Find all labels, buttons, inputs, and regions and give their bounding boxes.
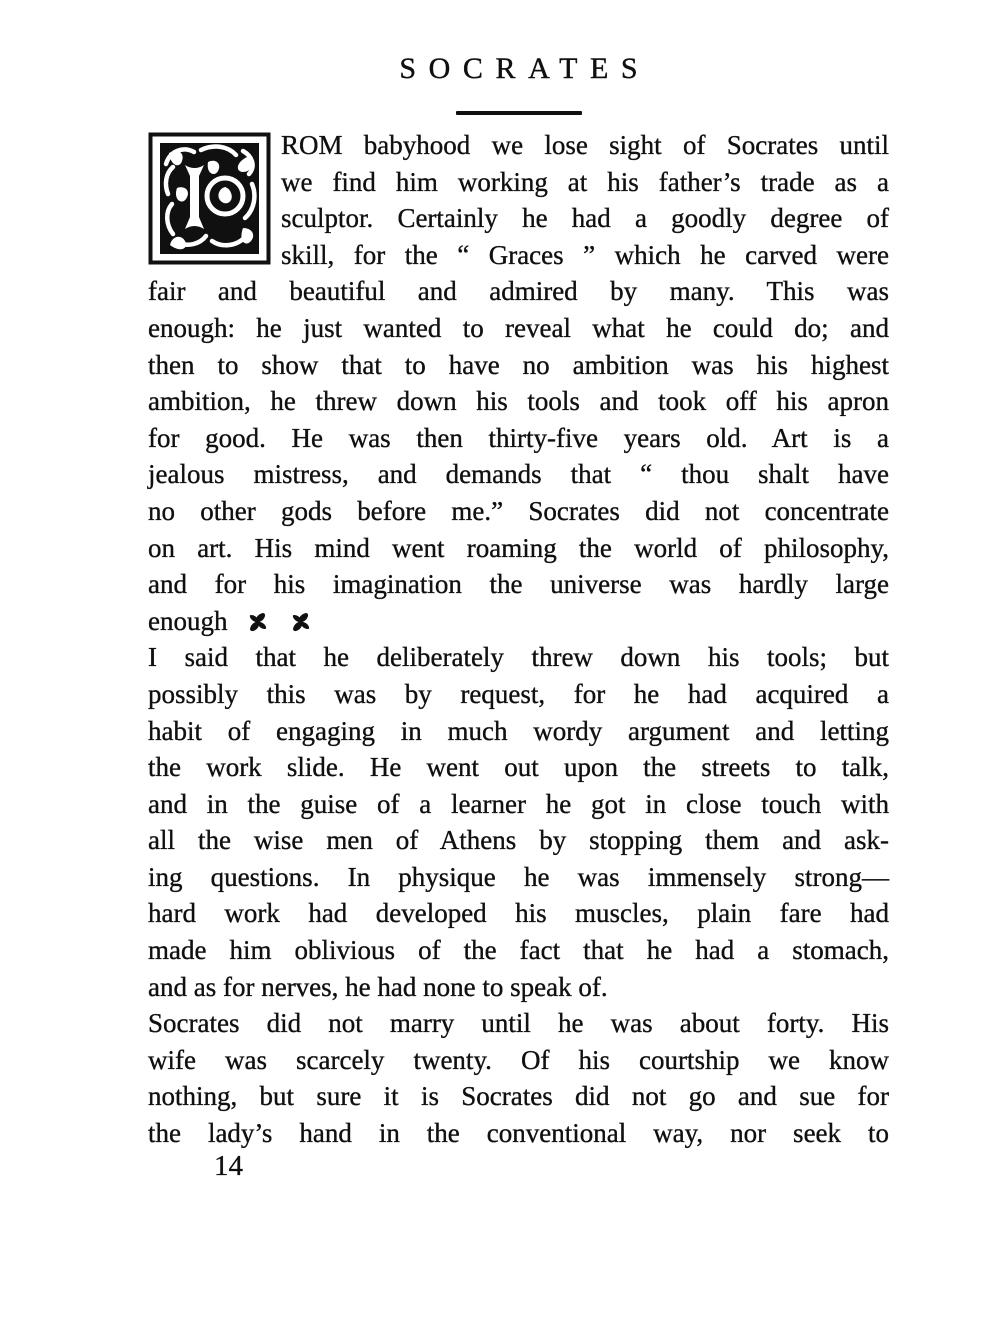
text-line (148, 932, 889, 969)
text-line-content: jealous mistress, and demands that “ thou shalt have (148, 459, 889, 490)
text-line (148, 713, 889, 750)
dropcap-initial (148, 132, 271, 265)
text-line (148, 603, 889, 640)
text-line-content: made him oblivious of the fact that he had a stomach, (148, 935, 889, 966)
text-line (148, 310, 889, 347)
title-rule (456, 111, 582, 115)
text-line (148, 639, 889, 676)
paragraph (148, 1005, 889, 1151)
text-line-content: hard work had developed his muscles, plain fare had (148, 898, 889, 929)
text-line-content: sculptor. Certainly he had a goodly degree of (281, 203, 889, 234)
text-line-content: habit of engaging in much wordy argument and letting (148, 715, 889, 746)
text-line (148, 493, 889, 530)
text-line-content: wife was scarcely twenty. Of his courtship we know (148, 1044, 889, 1075)
text-line-content: nothing, but sure it is Socrates did not go and sue for (148, 1081, 889, 1112)
text-line-content: skill, for the “ Graces ” which he carved were (281, 239, 889, 270)
text-line (148, 347, 889, 384)
text-line-content: all the wise men of Athens by stopping them and ask- (148, 825, 889, 856)
text-line-content: the lady’s hand in the conventional way, nor seek to (148, 1118, 889, 1149)
text-line (148, 859, 889, 896)
text-line-content: and for his imagination the universe was hardly large (148, 569, 889, 600)
text-line-content: the work slide. He went out upon the streets to talk, (148, 752, 889, 783)
text-line (148, 530, 889, 567)
text-line-content: on art. His mind went roaming the world of philosophy, (148, 532, 889, 563)
body-text (148, 127, 889, 1152)
text-line-content: I said that he deliberately threw down his tools; but (148, 642, 889, 673)
text-line (148, 895, 889, 932)
text-line-content: for good. He was then thirty-five years old. Art is a (148, 422, 889, 453)
text-line (148, 676, 889, 713)
text-line-content: possibly this was by request, for he had acquired a (148, 678, 889, 709)
text-line (148, 786, 889, 823)
text-line (148, 1005, 889, 1042)
text-line-content: and in the guise of a learner he got in close touch with (148, 788, 889, 819)
text-line-content: Socrates did not marry until he was about forty. His (148, 1008, 889, 1039)
text-line (148, 1078, 889, 1115)
text-line (148, 383, 889, 420)
text-line (148, 1042, 889, 1079)
text-line (148, 749, 889, 786)
text-line-content: ambition, he threw down his tools and took off his apron (148, 386, 889, 417)
text-line-content: no other gods before me.” Socrates did not concentrate (148, 495, 889, 526)
text-line-content: fair and beautiful and admired by many. This was (148, 276, 889, 307)
text-line (148, 456, 889, 493)
dropcap-woodcut-icon (148, 132, 271, 265)
text-line (148, 420, 889, 457)
text-line-content: enough: he just wanted to reveal what he could do; and (148, 312, 889, 343)
fleuron-icon (246, 610, 270, 634)
text-line-content: enough (148, 605, 228, 636)
text-line-content: and as for nerves, he had none to speak of. (148, 971, 608, 1002)
text-line (148, 969, 889, 1006)
paragraph (148, 127, 889, 639)
text-line (148, 822, 889, 859)
text-line-content: ROM babyhood we lose sight of Socrates until (281, 130, 889, 160)
text-line-content: we find him working at his father’s trade as a (281, 166, 889, 197)
text-line (148, 273, 889, 310)
fleuron-icon (289, 610, 313, 634)
page-title: SOCRATES (399, 52, 651, 85)
page-number: 14 (214, 1150, 243, 1182)
paragraph (148, 639, 889, 1005)
text-line (148, 566, 889, 603)
text-line-content: then to show that to have no ambition was his highest (148, 349, 889, 380)
text-line (148, 1115, 889, 1152)
text-line-content: ing questions. In physique he was immensely strong— (148, 861, 889, 892)
